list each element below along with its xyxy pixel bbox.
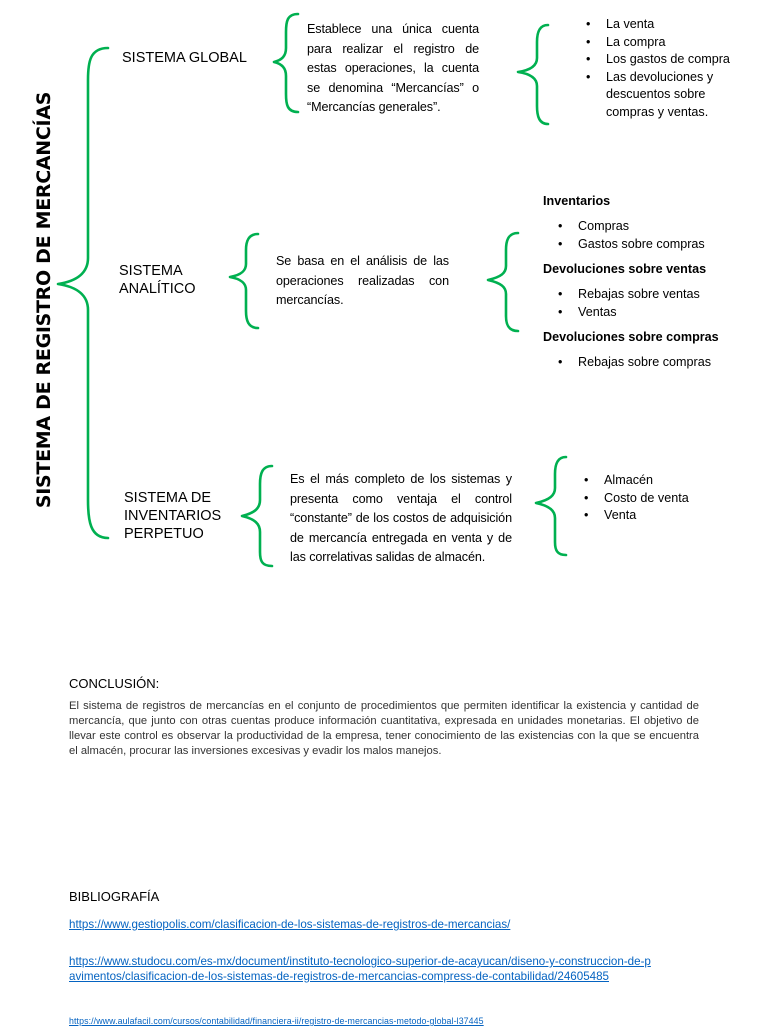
- bibliography-link[interactable]: https://www.gestiopolis.com/clasificacion-de-los-sistemas-de-registros-de-mercancias/: [69, 918, 511, 931]
- bibliography-title: BIBLIOGRAFÍA: [69, 889, 160, 904]
- system-perpetuo-label-line: PERPETUO: [124, 526, 204, 542]
- system-analitico-groups: [543, 193, 758, 372]
- analitico-items-brace: [488, 233, 518, 331]
- group-items: [556, 218, 758, 253]
- group-items: [556, 286, 758, 321]
- conclusion-body: El sistema de registros de mercancías en el conjunto de procedimientos que permiten identificar la existencia y cantidad de mercancía, que junto con otras cuentas produce información cuantitativa, expresada en unidades monetarias. El objetivo de llevar este control es observar la productividad de la empresa, tener conocimiento de las existencias con la que se encuentra el almacén, procurar las inversiones excesivas y evadir los malos manejos.: [69, 700, 699, 757]
- system-analitico-label-line: ANALÍTICO: [119, 281, 196, 297]
- list-item: • Rebajas sobre ventas: [556, 286, 758, 304]
- list-item: • Los gastos de compra: [584, 51, 734, 69]
- list-item: • La venta: [584, 16, 734, 34]
- perpetuo-desc-brace: [242, 466, 272, 566]
- system-analitico-name: [119, 262, 196, 298]
- system-global-description: Establece una única cuenta para realizar el registro de estas operaciones, la cuenta se denomina “Mercancías” o “Mercancías generales”.: [307, 22, 479, 114]
- group-items: [556, 354, 758, 372]
- perpetuo-items-brace: [536, 457, 566, 555]
- list-item: • Almacén: [582, 472, 722, 490]
- system-analitico-label-line: SISTEMA: [119, 263, 183, 279]
- system-perpetuo-label-line: SISTEMA DE: [124, 490, 212, 506]
- main-brace: [58, 48, 108, 538]
- bibliography-link[interactable]: https://www.studocu.com/es-mx/document/instituto-tecnologico-superior-de-acayucan/diseno-y-construccion-de-pavimentos/clasificacion-de-los-sistemas-de-registros-de-mercancias-compress-de-contabilidad/24605485: [69, 955, 651, 983]
- list-item: • Compras: [556, 218, 758, 236]
- conclusion-title: CONCLUSIÓN:: [69, 676, 160, 691]
- system-perpetuo-label-line: INVENTARIOS: [124, 508, 222, 524]
- system-perpetuo-items: [582, 472, 722, 525]
- analitico-desc-brace: [230, 234, 258, 328]
- system-global-items: [584, 16, 734, 121]
- system-perpetuo-name: [124, 489, 221, 543]
- system-analitico-description: Se basa en el análisis de las operaciones realizadas con mercancías.: [276, 254, 449, 307]
- bibliography-link[interactable]: https://www.aulafacil.com/cursos/contabilidad/financiera-ii/registro-de-mercancias-metodo-global-l37445: [69, 1016, 484, 1026]
- group-heading: Devoluciones sobre compras: [543, 330, 719, 344]
- list-item: • Venta: [582, 507, 722, 525]
- global-items-brace: [518, 25, 548, 124]
- system-global-label: SISTEMA GLOBAL: [122, 50, 247, 66]
- list-item: • Ventas: [556, 304, 758, 322]
- global-desc-brace: [274, 14, 298, 112]
- group-heading: Devoluciones sobre ventas: [543, 262, 707, 276]
- list-item: • Costo de venta: [582, 490, 722, 508]
- main-title: SISTEMA DE REGISTRO DE MERCANCÍAS: [33, 91, 55, 509]
- group-heading: Inventarios: [543, 194, 611, 208]
- system-perpetuo-description: Es el más completo de los sistemas y presenta como ventaja el control “constante” de los costos de adquisición de mercancía entregada en venta y de las correlativas salidas de almacén.: [290, 472, 512, 564]
- list-item: • Gastos sobre compras: [556, 236, 758, 254]
- list-item: • La compra: [584, 34, 734, 52]
- system-global-name: [122, 49, 247, 67]
- list-item: • Rebajas sobre compras: [556, 354, 758, 372]
- list-item: • Las devoluciones y descuentos sobre compras y ventas.: [584, 69, 734, 122]
